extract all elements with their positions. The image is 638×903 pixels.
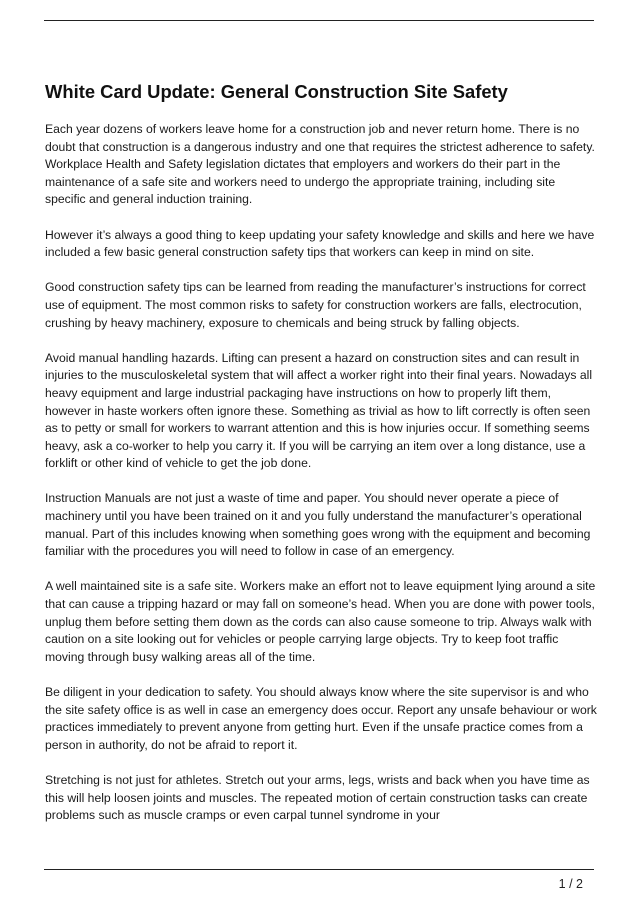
page-number: 1 / 2 [558, 877, 583, 891]
paragraph-intro: Each year dozens of workers leave home for a construction job and never return home. There is no doubt that construction is a dangerous industry and one that requires the strictest adherence to safety. Workplace Health and Safety legislation dictates that employers and workers do their part in the maintenance of a safe site and workers need to undergo the appropriate training, including site specific and general induction training. [45, 122, 595, 207]
document-body [45, 80, 597, 842]
footer-rule [44, 869, 594, 870]
paragraph-stretching: Stretching is not just for athletes. Stretch out your arms, legs, wrists and back when you have time as this will help loosen joints and muscles. The repeated motion of certain construction tasks can create problems such as muscle cramps or even carpal tunnel syndrome in your [45, 772, 590, 823]
paragraph-updating-knowledge: However it’s always a good thing to keep updating your safety knowledge and skills and here we have included a few basic general construction safety tips that workers can keep in mind on site. [45, 227, 595, 260]
document-title: White Card Update: General Construction Site Safety [45, 81, 508, 102]
paragraph-instruction-manuals: Instruction Manuals are not just a waste of time and paper. You should never operate a piece of machinery until you have been trained on it and you fully understand the manufacturer’s operational manual. Part of this includes knowing when something goes wrong with the equipment and becoming familiar with the procedures you will need to follow in case of an emergency. [45, 491, 591, 559]
paragraph-diligence: Be diligent in your dedication to safety. You should always know where the site supervisor is and who the site safety office is as well in case an emergency does occur. Report any unsafe behaviour or work practices immediately to prevent anyone from getting hurt. Even if the unsafe practice comes from a person in authority, do not be afraid to report it. [45, 685, 597, 752]
header-rule [44, 20, 594, 21]
paragraph-manual-handling: Avoid manual handling hazards. Lifting can present a hazard on construction sites and can result in injuries to the musculoskeletal system that will affect a worker right into their final years. Nowadays all heavy equipment and large industrial packaging have instructions on how to properly lift them, however in haste workers often ignore these. Something as trivial as how to lift correctly is often seen as to petty or small for workers to warrant attention and this is how injuries occur. If something seems heavy, ask a co-worker to help you carry it. If you will be carrying an item over a long distance, use a forklift or other kind of vehicle to get the job done. [45, 350, 593, 471]
paragraph-manufacturer-instructions: Good construction safety tips can be learned from reading the manufacturer’s instructions for correct use of equipment. The most common risks to safety for construction workers are falls, electrocution, crushing by heavy machinery, exposure to chemicals and being struck by falling objects. [45, 280, 586, 330]
paragraph-maintained-site: A well maintained site is a safe site. Workers make an effort not to leave equipment lying around a site that can cause a tripping hazard or may fall on someone’s head. When you are done with power tools, unplug them before setting them down as the cords can also cause someone to trip. Always walk with caution on a site looking out for vehicles or people carrying large objects. Try to keep foot traffic moving through busy walking areas all of the time. [45, 579, 596, 664]
